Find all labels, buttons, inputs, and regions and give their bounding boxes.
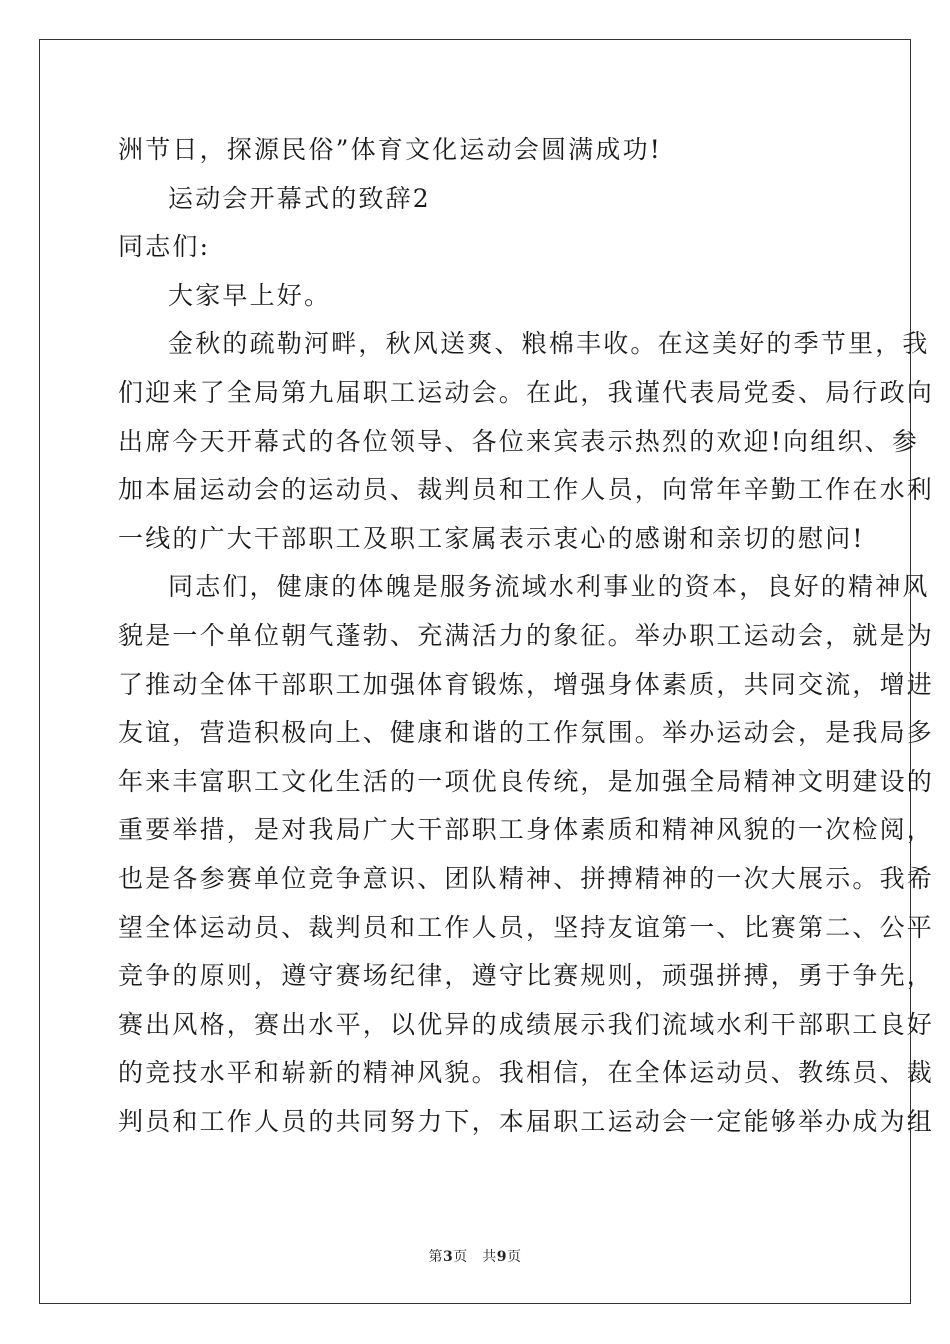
current-page-number: 3 [443,1249,454,1265]
text-line: 判员和工作人员的共同努力下，本届职工运动会一定能够举办成为组 [118,1106,935,1136]
text-line: 望全体运动员、裁判员和工作人员，坚持友谊第一、比赛第二、公平 [118,912,935,942]
text-line: 的竞技水平和崭新的精神风貌。我相信，在全体运动员、教练员、裁 [118,1058,935,1088]
text-line: 洲节日，探源民俗”体育文化运动会圆满成功! [118,135,663,164]
page-number-prefix: 第 [428,1249,443,1265]
text-line: 竞争的原则，遵守赛场纪律，遵守比赛规则，顽强拼搏，勇于争先， [118,961,935,991]
text-line: 也是各参赛单位竞争意识、团队精神、拼搏精神的一次大展示。我希 [118,863,935,893]
text-line: 出席今天开幕式的各位领导、各位来宾表示热烈的欢迎!向组织、参 [118,426,920,456]
page-number-middle: 页 共 [453,1249,497,1265]
text-line: 们迎来了全局第九届职工运动会。在此，我谨代表局党委、局行政向 [118,377,935,407]
text-line: 友谊，营造积极向上、健康和谐的工作氛围。举办运动会，是我局多 [118,718,935,748]
total-page-number: 9 [496,1249,507,1265]
text-line: 运动会开幕式的致辞2 [168,183,431,213]
text-line: 了推动全体干部职工加强体育锻炼，增强身体素质，共同交流，增进 [118,669,935,699]
page-number-suffix: 页 [507,1249,522,1265]
text-line: 大家早上好。 [168,280,332,310]
text-line: 重要举措，是对我局广大干部职工身体素质和精神风貌的一次检阅， [118,815,935,845]
text-line: 同志们: [118,232,211,262]
text-line: 一线的广大干部职工及职工家属表示衷心的感谢和亲切的慰问! [118,523,865,553]
page-footer [0,1246,950,1266]
text-line: 年来丰富职工文化生活的一项优良传统，是加强全局精神文明建设的 [118,766,935,796]
document-body [118,126,935,1146]
text-line: 加本届运动会的运动员、裁判员和工作人员，向常年辛勤工作在水利 [118,475,935,505]
text-line: 貌是一个单位朝气蓬勃、充满活力的象征。举办职工运动会，就是为 [118,620,935,650]
text-line: 金秋的疏勒河畔，秋风送爽、粮棉丰收。在这美好的季节里，我 [168,329,930,359]
text-line: 同志们，健康的体魄是服务流域水利事业的资本，良好的精神风 [168,572,930,602]
text-line: 赛出风格，赛出水平，以优异的成绩展示我们流域水利干部职工良好 [118,1009,935,1039]
